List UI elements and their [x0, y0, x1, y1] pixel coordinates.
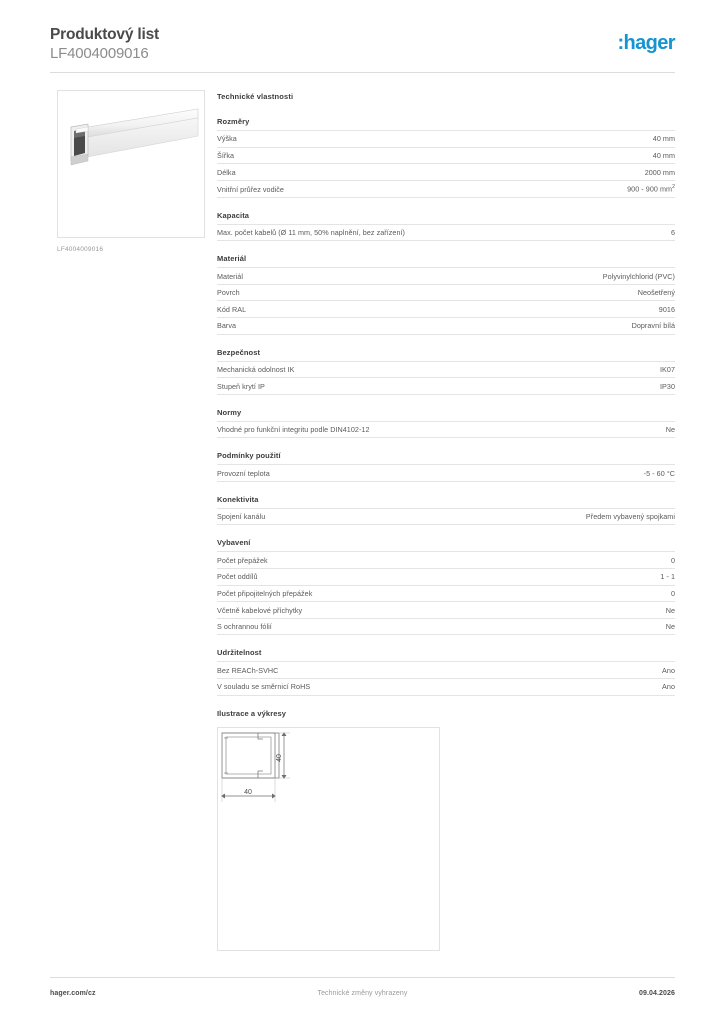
spec-row-label: Vhodné pro funkční integritu podle DIN4102-12	[217, 425, 370, 435]
spec-group	[217, 117, 675, 198]
spec-row	[217, 361, 675, 378]
spec-row-value-text: Ne	[665, 605, 675, 615]
spec-row	[217, 317, 675, 335]
spec-row-label: Kód RAL	[217, 304, 247, 314]
spec-row-value-text: 0	[670, 589, 675, 599]
spec-group-title: Podmínky použití	[217, 451, 281, 461]
spec-row-value	[666, 622, 675, 631]
spec-row-label: Výška	[217, 134, 237, 144]
spec-row-value-text: Ne	[665, 622, 675, 632]
illustrations-section	[217, 709, 675, 951]
spec-row-value	[660, 572, 675, 581]
spec-row-value-text: 40 mm	[652, 134, 675, 144]
spec-row-value-text: IP30	[660, 381, 675, 391]
product-image-caption: LF4004009016	[57, 246, 104, 253]
spec-group	[217, 254, 675, 334]
spec-row-value	[660, 382, 675, 391]
spec-row	[217, 163, 675, 180]
spec-group	[217, 495, 675, 526]
drawing-width-label: 40	[244, 788, 252, 796]
spec-group-title: Rozměry	[217, 117, 250, 126]
spec-row	[217, 661, 675, 678]
spec-group	[217, 348, 675, 395]
product-image-column	[57, 90, 205, 253]
spec-row-label: Vnitřní průřez vodiče	[217, 184, 284, 194]
footer-website[interactable]: hager.com/cz	[50, 990, 96, 997]
spec-group	[217, 648, 675, 695]
spec-group-title: Udržitelnost	[217, 648, 262, 658]
spec-row-value	[671, 589, 675, 598]
specs-heading: Technické vlastnosti	[217, 92, 294, 101]
spec-row-value	[662, 682, 675, 691]
spec-row-label: S ochrannou fólií	[217, 622, 272, 632]
footer-disclaimer: Technické změny vyhrazeny	[317, 990, 408, 997]
spec-row-value-text: Ano	[662, 665, 675, 675]
spec-row-value	[671, 556, 675, 565]
spec-row-value	[645, 168, 675, 177]
spec-row-label: Délka	[217, 167, 236, 177]
spec-row-value	[632, 321, 675, 330]
spec-row-value-text: 2000 mm	[644, 167, 675, 177]
spec-row-value-text: 40 mm	[652, 150, 675, 160]
spec-row	[217, 678, 675, 696]
spec-row-label: Počet připojitelných přepážek	[217, 589, 313, 599]
spec-row-value-superscript: 2	[672, 184, 675, 191]
spec-groups	[217, 117, 675, 696]
spec-row-value	[586, 512, 675, 521]
spec-row	[217, 508, 675, 526]
spec-row	[217, 224, 675, 242]
spec-row	[217, 130, 675, 147]
product-reference: LF4004009016	[50, 45, 149, 62]
spec-row-label: Spojení kanálu	[217, 512, 266, 522]
spec-group-title: Materiál	[217, 254, 247, 264]
spec-row-value-text: Neošetřený	[637, 288, 675, 298]
spec-row-label: Povrch	[217, 288, 240, 298]
spec-group	[217, 408, 675, 439]
spec-group-title: Normy	[217, 407, 242, 417]
footer-date: 09.04.2026	[638, 990, 675, 997]
spec-row	[217, 267, 675, 284]
spec-row-label: Provozní teplota	[217, 468, 270, 478]
spec-row-value-text: 0	[670, 555, 675, 565]
spec-row-value-text: -5 - 60 °C	[643, 468, 675, 478]
footer-divider	[50, 977, 675, 978]
spec-row-label: Max. počet kabelů (Ø 11 mm, 50% naplnění, bez zařízení)	[217, 228, 405, 238]
technical-drawing	[218, 728, 439, 950]
drawing-height-label: 40	[276, 753, 283, 762]
spec-row-value	[627, 184, 675, 193]
spec-row	[217, 618, 675, 636]
cable-trunking-photo	[58, 91, 204, 237]
spec-row-value-text: Dopravní bílá	[631, 321, 675, 331]
spec-row-value-text: 9016	[658, 304, 675, 314]
spec-row	[217, 147, 675, 164]
spec-row-value	[660, 365, 675, 374]
spec-row-label: Včetně kabelové příchytky	[217, 605, 303, 615]
spec-row-value	[653, 151, 675, 160]
spec-row-value	[653, 134, 675, 143]
page-title: Produktový list	[50, 26, 159, 43]
spec-group-title: Kapacita	[217, 210, 250, 220]
spec-group	[217, 211, 675, 242]
header-divider	[50, 72, 675, 73]
spec-row-value-text: Ano	[662, 682, 675, 692]
spec-row	[217, 284, 675, 301]
spec-row-value	[638, 288, 675, 297]
spec-row	[217, 568, 675, 585]
spec-group-title: Vybavení	[217, 538, 251, 548]
spec-row-value-text: 6	[670, 228, 675, 238]
spec-row-value-text: Předem vybavený spojkami	[585, 512, 675, 522]
spec-row-value	[666, 606, 675, 615]
spec-row-value	[666, 425, 675, 434]
spec-row-value	[671, 228, 675, 237]
hager-logo: :hager	[617, 32, 675, 54]
spec-row	[217, 551, 675, 568]
spec-group-title: Konektivita	[217, 494, 259, 504]
spec-row	[217, 300, 675, 317]
illustrations-box	[217, 727, 440, 951]
spec-row-label: Počet oddílů	[217, 572, 258, 582]
spec-row-value	[603, 272, 675, 281]
spec-row-label: Stupeň krytí IP	[217, 381, 265, 391]
illustrations-heading: Ilustrace a výkresy	[217, 708, 287, 718]
page-footer	[50, 990, 675, 1004]
spec-row-label: Mechanická odolnost IK	[217, 364, 295, 374]
spec-row-value	[662, 666, 675, 675]
spec-row-value	[659, 305, 675, 314]
spec-row-value-text: IK07	[660, 364, 675, 374]
spec-row-value-text: 900 - 900 mm	[627, 184, 673, 194]
technical-specifications	[217, 92, 675, 951]
spec-row	[217, 464, 675, 482]
spec-row-value-text: Ne	[665, 425, 675, 435]
spec-row-value	[644, 469, 675, 478]
spec-group	[217, 451, 675, 482]
spec-row-label: Počet přepážek	[217, 555, 268, 565]
page-header	[50, 26, 675, 74]
spec-row-value-text: 1 - 1	[660, 572, 675, 582]
spec-row	[217, 180, 675, 198]
spec-row-label: Materiál	[217, 271, 243, 281]
spec-row	[217, 585, 675, 602]
spec-row-label: Bez REACh-SVHC	[217, 665, 279, 675]
spec-row	[217, 601, 675, 618]
spec-row-value-text: Polyvinylchlorid (PVC)	[602, 271, 675, 281]
spec-group-title: Bezpečnost	[217, 347, 261, 357]
spec-row	[217, 421, 675, 439]
product-image-frame	[57, 90, 205, 238]
spec-row-label: V souladu se směrnicí RoHS	[217, 682, 311, 692]
spec-row-label: Šířka	[217, 150, 235, 160]
spec-group	[217, 538, 675, 635]
spec-row	[217, 377, 675, 395]
spec-row-label: Barva	[217, 321, 237, 331]
